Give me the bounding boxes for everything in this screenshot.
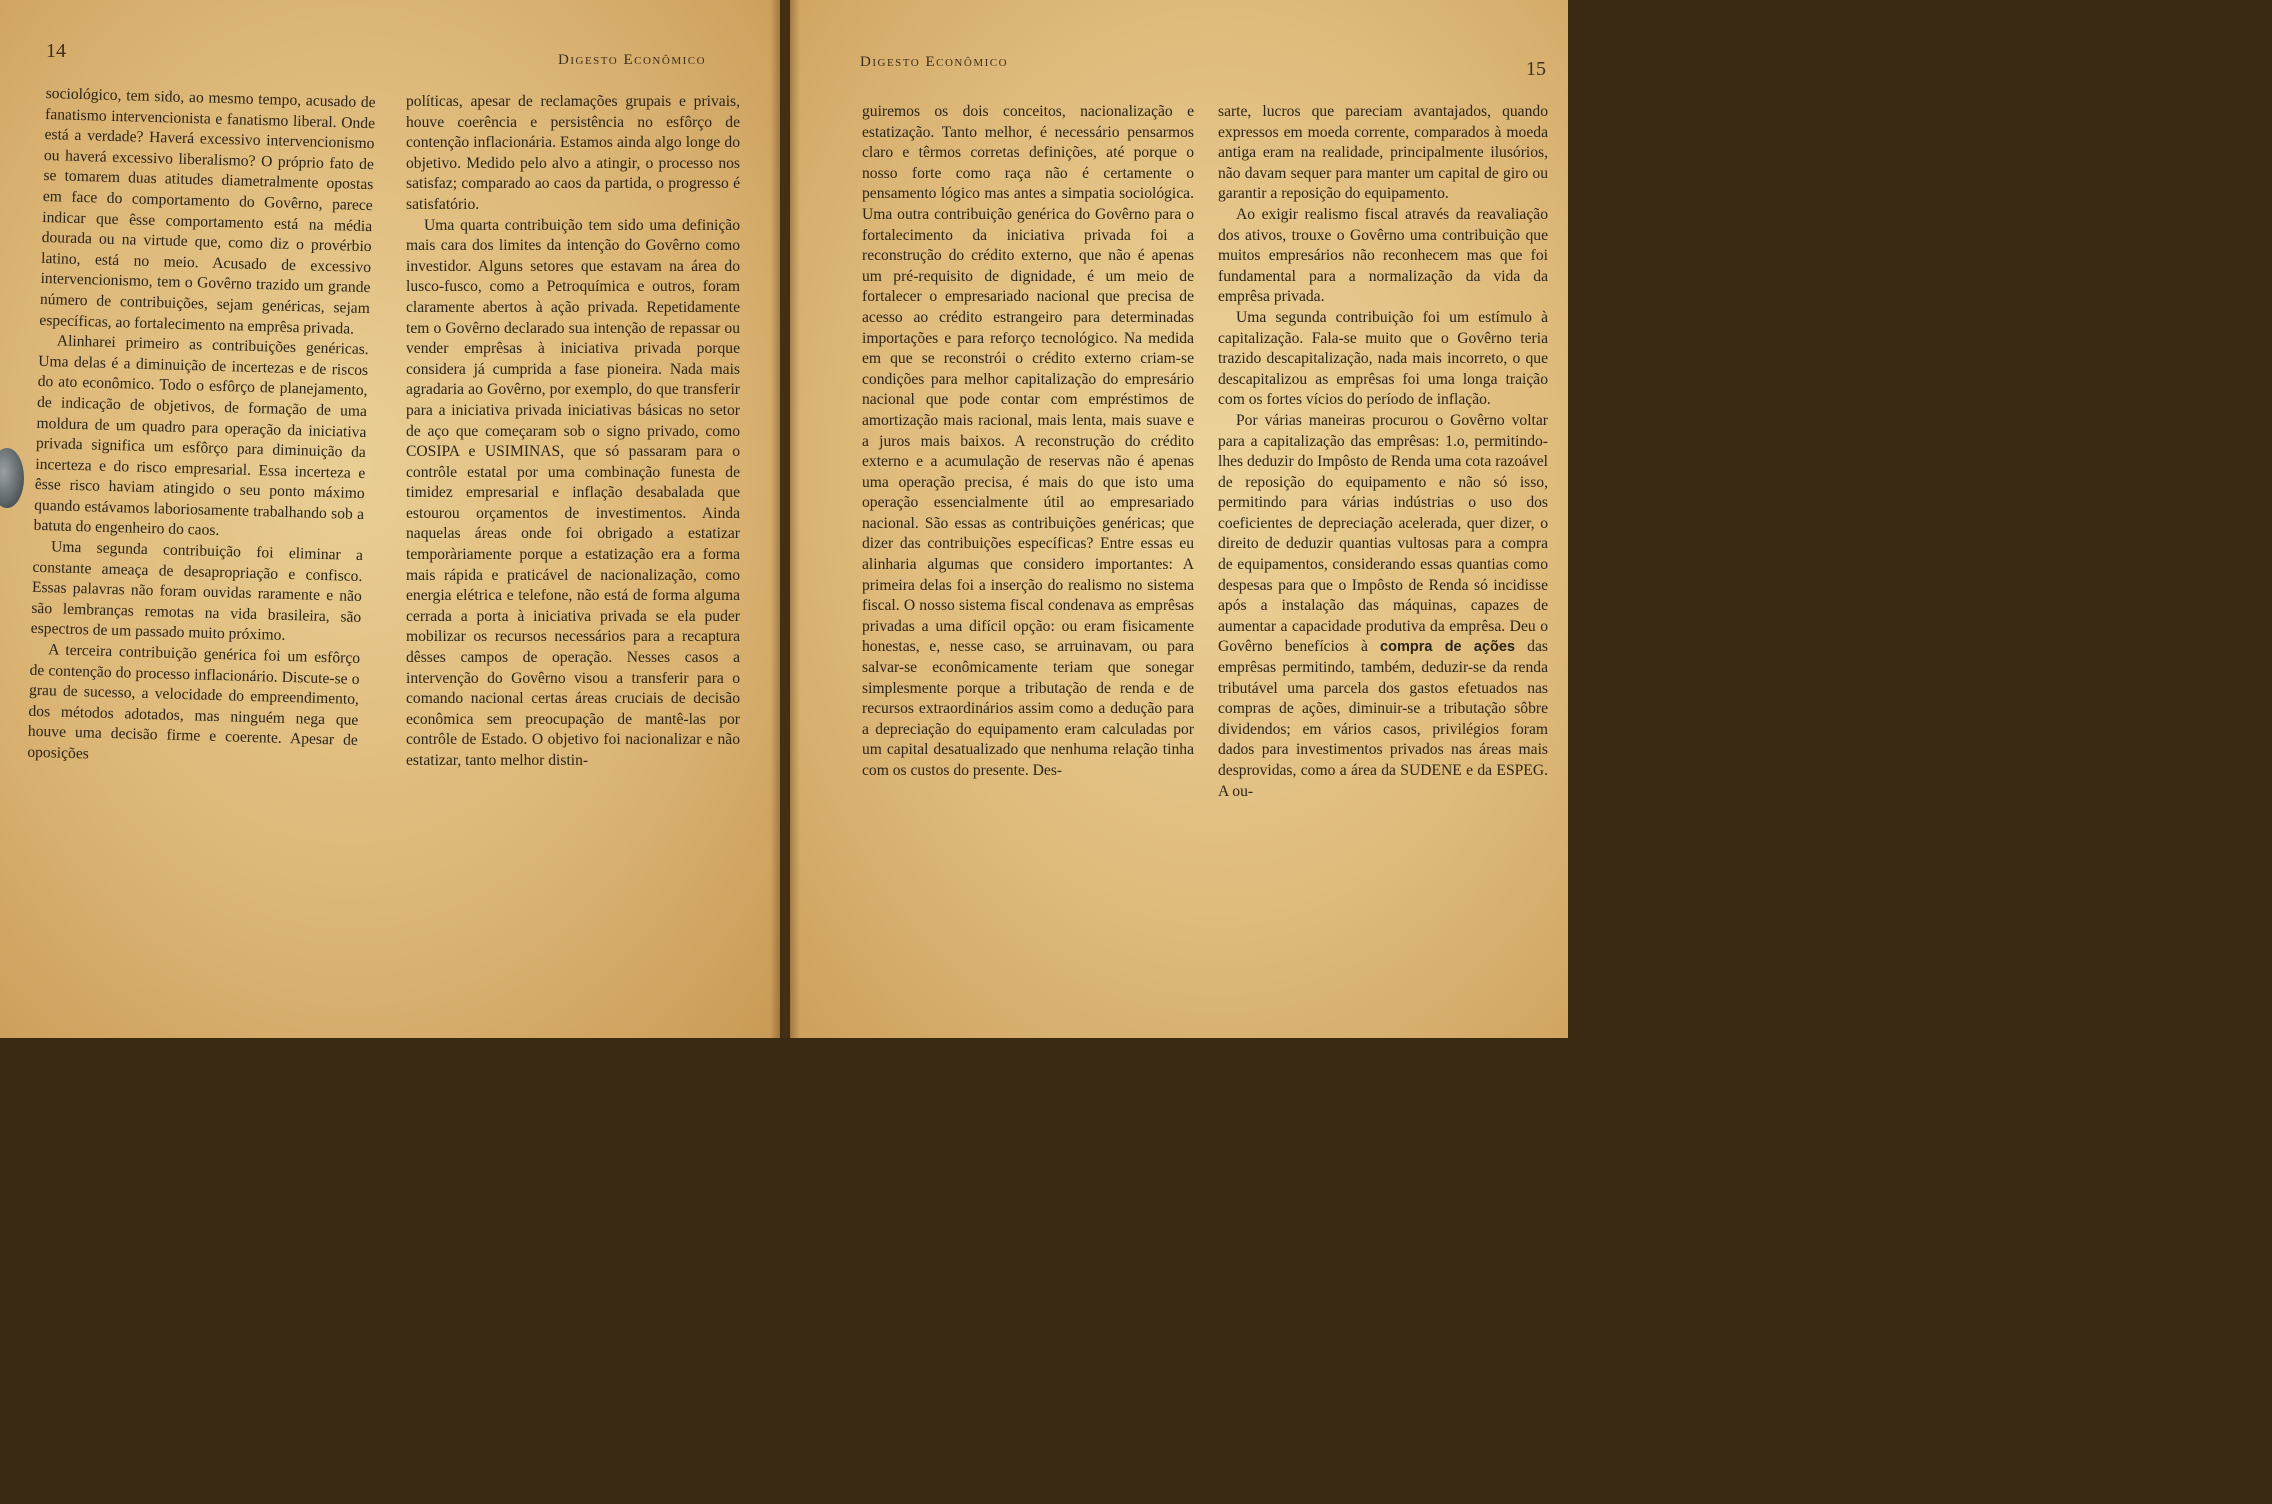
paragraph — [1218, 411, 1548, 802]
paragraph: sarte, lucros que pareciam avantajados, quando expressos em moeda corrente, comparados à moeda antiga eram na realidade, principalmente ilusórios, não davam sequer para manter um capital de giro ou garantir a reposição do equipamento. — [1218, 103, 1548, 203]
paragraph: sociológico, tem sido, ao mesmo tempo, acusado de fanatismo intervencionista e fanatismo liberal. Onde está a verdade? Haverá excessivo intervencionismo ou haverá excessivo liberalismo? O próprio fato de se tomarem duas atitudes diametralmente opostas em face do comportamento do Govêrno, parece indicar que êsse comportamento está na média dourada ou na virtude que, como diz o provérbio latino, está no meio. Acusado de excessivo intervencionismo, tem o Govêrno trazido um grande número de contribuições, sejam genéricas, sejam específicas, ao fortalecimento na emprêsa privada. — [39, 84, 376, 338]
text-column-2 — [406, 92, 740, 772]
paragraph: Uma quarta contribuição tem sido uma definição mais cara dos limites da intenção do Govêrno como investidor. Alguns setores que estavam na área do lusco-fusco, como a Petroquímica e outros, foram claramente abertos à ação privada. Repetidamente tem o Govêrno declarado sua intenção de repassar ou vender emprêsas à iniciativa privada porque considera já cumprida a fase pioneira. Nada mais agradaria ao Govêrno, por exemplo, do que transferir para a iniciativa privada iniciativas básicas no setor de aço que começaram sob o signo privado, como COSIPA e USIMINAS, que só passaram para o contrôle estatal por uma combinação funesta de timidez empresarial e inflação desabalada que estourou orçamentos de investimentos. Ainda naquelas áreas onde foi obrigado a estatizar temporàriamente porque a estatização era a forma mais rápida e praticável de nacionalização, como energia elétrica e telefone, não está de forma alguma cerrada a porta à iniciativa privada se ela puder mobilizar os recursos necessários para a recaptura dêsses campos de operação. Nesses casos a intervenção do Govêrno visou a transferir para o comando nacional certas áreas cruciais de decisão econômica sem preocupação de mantê-las por contrôle de Estado. O objetivo foi nacionalizar e não estatizar, tanto melhor distin- — [406, 216, 740, 769]
bold-phrase: compra de ações — [1380, 639, 1516, 656]
page-number: 14 — [46, 40, 66, 62]
binder-clip-icon — [0, 448, 24, 508]
running-head: Digesto Econômico — [860, 54, 1009, 70]
paragraph: políticas, apesar de reclamações grupais e privais, houve coerência e persistência no esfôrço de contenção inflacionária. Estamos ainda algo longe do objetivo. Medido pelo alvo a atingir, o processo nos satisfaz; comparado ao caos da partida, o progresso é satisfatório. — [406, 93, 740, 213]
left-page — [0, 0, 780, 1038]
paragraph: A terceira contribuição genérica foi um esfôrço de contenção do processo inflacionário. Discute-se o grau de sucesso, a velocidade do empreendimento, dos métodos adotados, mas ninguém nega que houve uma decisão firme e coerente. Apesar de oposições — [27, 641, 361, 763]
paragraph: guiremos os dois conceitos, nacionalização e estatização. Tanto melhor, é necessário pensarmos claro e têrmos corretas definições, até porque o nosso forte como raça não é certamente o pensamento lógico mas antes a simpatia sociológica. Uma outra contribuição genérica do Govêrno para o fortalecimento da iniciativa privada foi a reconstrução do crédito externo, que não é apenas um pré-requisito de dignidade, é um meio de fortalecer o empresariado nacional que precisa de acesso ao crédito estrangeiro para determinadas importações e para reforço tecnológico. Na medida em que se reconstrói o crédito externo criam-se condições para melhor capitalização do empresário nacional que pode contar com empréstimos de amortização mais racional, mais lenta, mais suave e a juros mais baixos. A reconstrução do crédito externo e a acumulação de reservas não é apenas uma operação precisa, é mais do que isto uma operação essencialmente útil ao empresariado nacional. São essas as contribuições genéricas; que dizer das contribuições específicas? Entre essas eu alinharia algumas que considero importantes: A primeira delas foi a inserção do realismo no sistema fiscal. O nosso sistema fiscal condenava as emprêsas privadas a uma difícil opção: ou eram fisicamente honestas, e, nesse caso, se arruinavam, ou para salvar-se econômicamente teriam que sonegar simplesmente porque a tributação de renda e de recursos extraordinários assim como a dedução para a depreciação do equipamento eram calculadas por um capital desatualizado que nenhuma relação tinha com os custos do presente. Des- — [862, 103, 1194, 779]
text-column-1 — [27, 84, 376, 773]
text-column-1 — [862, 102, 1194, 782]
running-head: Digesto Econômico — [558, 52, 707, 68]
paragraph: Uma segunda contribuição foi eliminar a constante ameaça de desapropriação e confisco. Essas palavras não foram ouvidas raramente e não são lembranças remotas na vida brasileira, são espectros de um passado muito próximo. — [30, 538, 364, 645]
text-column-2 — [1218, 102, 1548, 802]
paragraph: Uma segunda contribuição foi um estímulo à capitalização. Fala-se muito que o Govêrno teria trazido descapitalização, nada mais incorreto, o que descapitalizou as emprêsas foi uma longa traição com os fortes vícios do período de inflação. — [1218, 308, 1548, 409]
paragraph: Ao exigir realismo fiscal através da reavaliação dos ativos, trouxe o Govêrno uma contribuição que muitos empresários não reconhecem mas que foi fundamental para a normalização da vida da emprêsa privada. — [1218, 205, 1548, 306]
paragraph-text: das emprêsas permitindo, também, deduzir-se da renda tributável uma parcela dos gastos efetuados nas compras de ações, diminuir-se a tributação sôbre dividendos; em vários casos, privilégios foram dados para investimentos privados nas áreas mais desprovidas, como a área da SUDENE e da ESPEG. A ou- — [1218, 638, 1548, 800]
right-page — [790, 0, 1568, 1038]
page-number: 15 — [1526, 58, 1546, 80]
book-spread — [0, 0, 1568, 1038]
paragraph: Alinharei primeiro as contribuições genéricas. Uma delas é a diminuição de incertezas e de riscos do ato econômico. Todo o esfôrço de planejamento, de indicação de objetivos, de formação de uma moldura de um quadro para operação da iniciativa privada significa um esfôrço para diminuição da incerteza e do risco empresarial. Essa incerteza e êsse risco haviam atingido o seu ponto máximo quando estávamos laboriosamente trabalhando sob a batuta do engenheiro do caos. — [33, 332, 369, 540]
paragraph-text: Por várias maneiras procurou o Govêrno voltar para a capitalização das emprêsas: 1.o, permitindo-lhes deduzir do Impôsto de Renda uma cota razoável de reposição do equipamento e não só isso, permitindo para várias indústrias o uso dos coeficientes de depreciação acelerada, quer dizer, o direito de deduzir quantias vultosas para a compra de equipamentos, considerando essas quantias como despesas para que o Impôsto de Renda só incidisse após a instalação das máquinas, capazes de aumentar a capacidade produtiva da emprêsa. Deu o Govêrno benefícios à — [1218, 411, 1548, 656]
book-gutter — [770, 0, 800, 1038]
